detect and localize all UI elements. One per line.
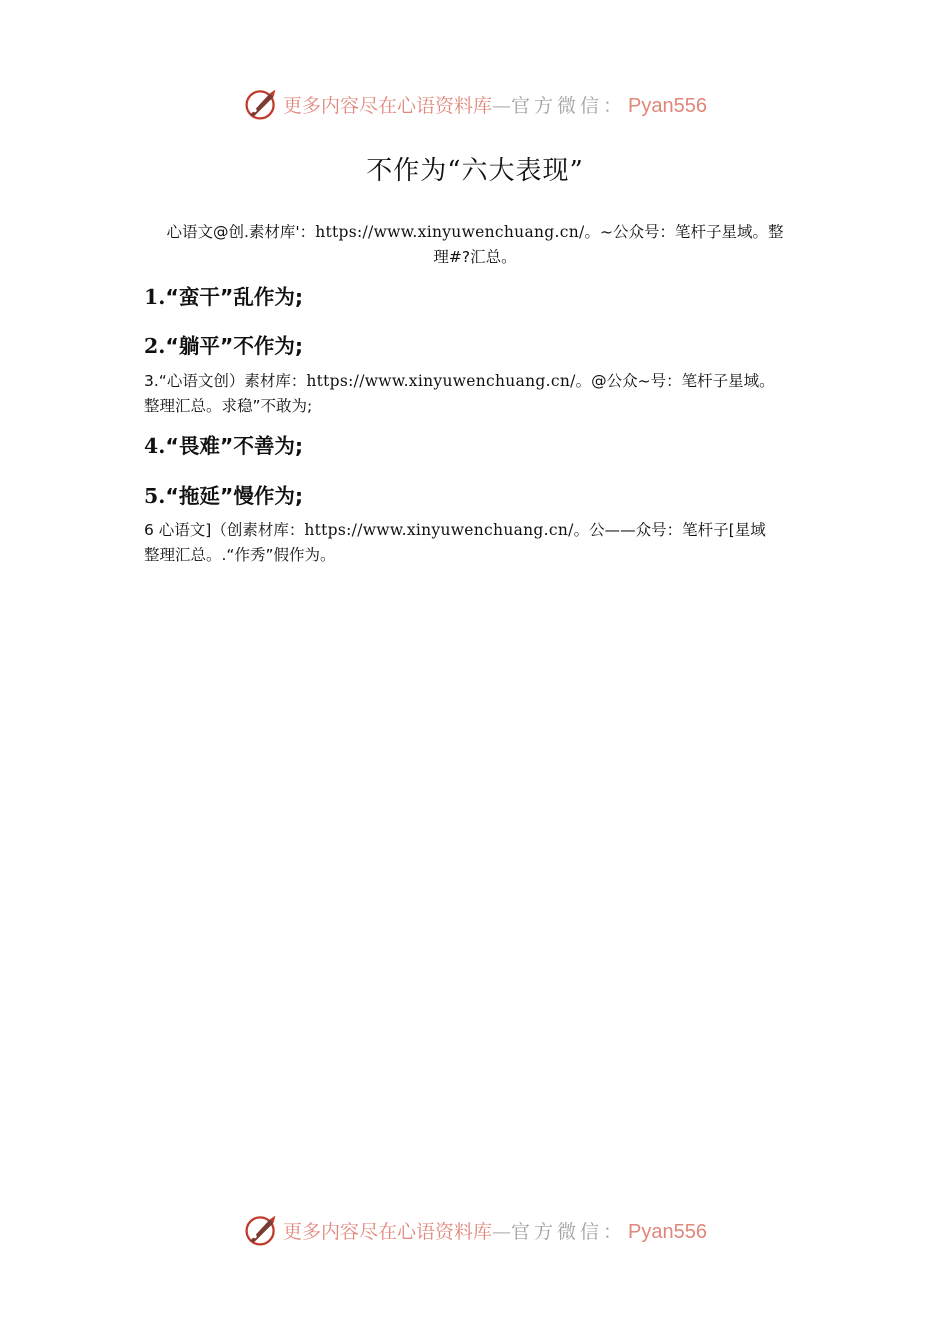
heading-item-2 — [144, 329, 303, 359]
heading-4-number: 4. — [144, 434, 166, 458]
paragraph-item-6 — [144, 518, 834, 568]
footer-banner-wechat-id: Pyan556 — [628, 1220, 707, 1243]
intro-paragraph — [140, 220, 810, 270]
intro-line1-b: 。~公众号：笔杆子星域。整 — [584, 223, 784, 241]
page-title: 不作为“六大表现” — [366, 156, 584, 186]
paragraph-6-url: https://www.xinyuwenchuang.cn/ — [304, 521, 574, 539]
paragraph-6-line-2: 整理汇总。.“作秀”假作为。 — [144, 546, 336, 564]
paragraph-3-line-1 — [144, 369, 834, 394]
banner-text — [283, 91, 707, 118]
heading-5-text: “拖延”慢作为; — [165, 484, 304, 508]
heading-4-text: “畏难”不善为; — [165, 434, 304, 458]
paragraph-3-line-1-a: 3.“心语文创）素材库： — [144, 372, 307, 390]
heading-2-text: “躺平”不作为; — [165, 334, 304, 358]
heading-1-number: 1. — [144, 285, 166, 309]
banner-wechat-id: Pyan556 — [628, 94, 707, 117]
heading-1-text: “蛮干”乱作为; — [165, 285, 304, 309]
paragraph-3-line-1-b: 。@公众~号：笔杆子星域。 — [575, 372, 775, 390]
heading-item-5 — [144, 479, 303, 509]
pen-nib-logo-icon — [243, 1212, 279, 1248]
paragraph-3-url: https://www.xinyuwenchuang.cn/ — [306, 372, 576, 390]
heading-2-number: 2. — [144, 334, 166, 358]
footer-banner-main-text: 更多内容尽在心语资料库 — [283, 1220, 493, 1243]
paragraph-3-line-2: 整理汇总。求稳”不敢为; — [144, 397, 313, 415]
intro-url: https://www.xinyuwenchuang.cn/ — [315, 223, 585, 241]
footer-banner-dash: — — [492, 1220, 512, 1243]
heading-item-1 — [144, 280, 303, 310]
heading-item-4 — [144, 429, 303, 459]
paragraph-6-line-1-b: 。公——众号：笔杆子[星域 — [573, 521, 766, 539]
intro-line2: 理#?汇总。 — [433, 248, 517, 266]
heading-5-number: 5. — [144, 484, 166, 508]
paragraph-6-line-1-a: 6 心语文]（创素材库： — [144, 521, 305, 539]
banner-wechat-label: 官方微信： — [511, 94, 627, 117]
footer-banner-text — [283, 1217, 707, 1244]
banner-main-text: 更多内容尽在心语资料库 — [283, 94, 493, 117]
footer-banner — [0, 1208, 950, 1252]
footer-banner-wechat-label: 官方微信： — [511, 1220, 627, 1243]
paragraph-item-3 — [144, 369, 834, 419]
banner-dash: — — [492, 94, 512, 117]
paragraph-6-line-1 — [144, 518, 834, 543]
intro-line1-a: 心语文@创.素材库'： — [166, 223, 316, 241]
header-banner — [0, 82, 950, 126]
pen-nib-logo-icon — [243, 86, 279, 122]
